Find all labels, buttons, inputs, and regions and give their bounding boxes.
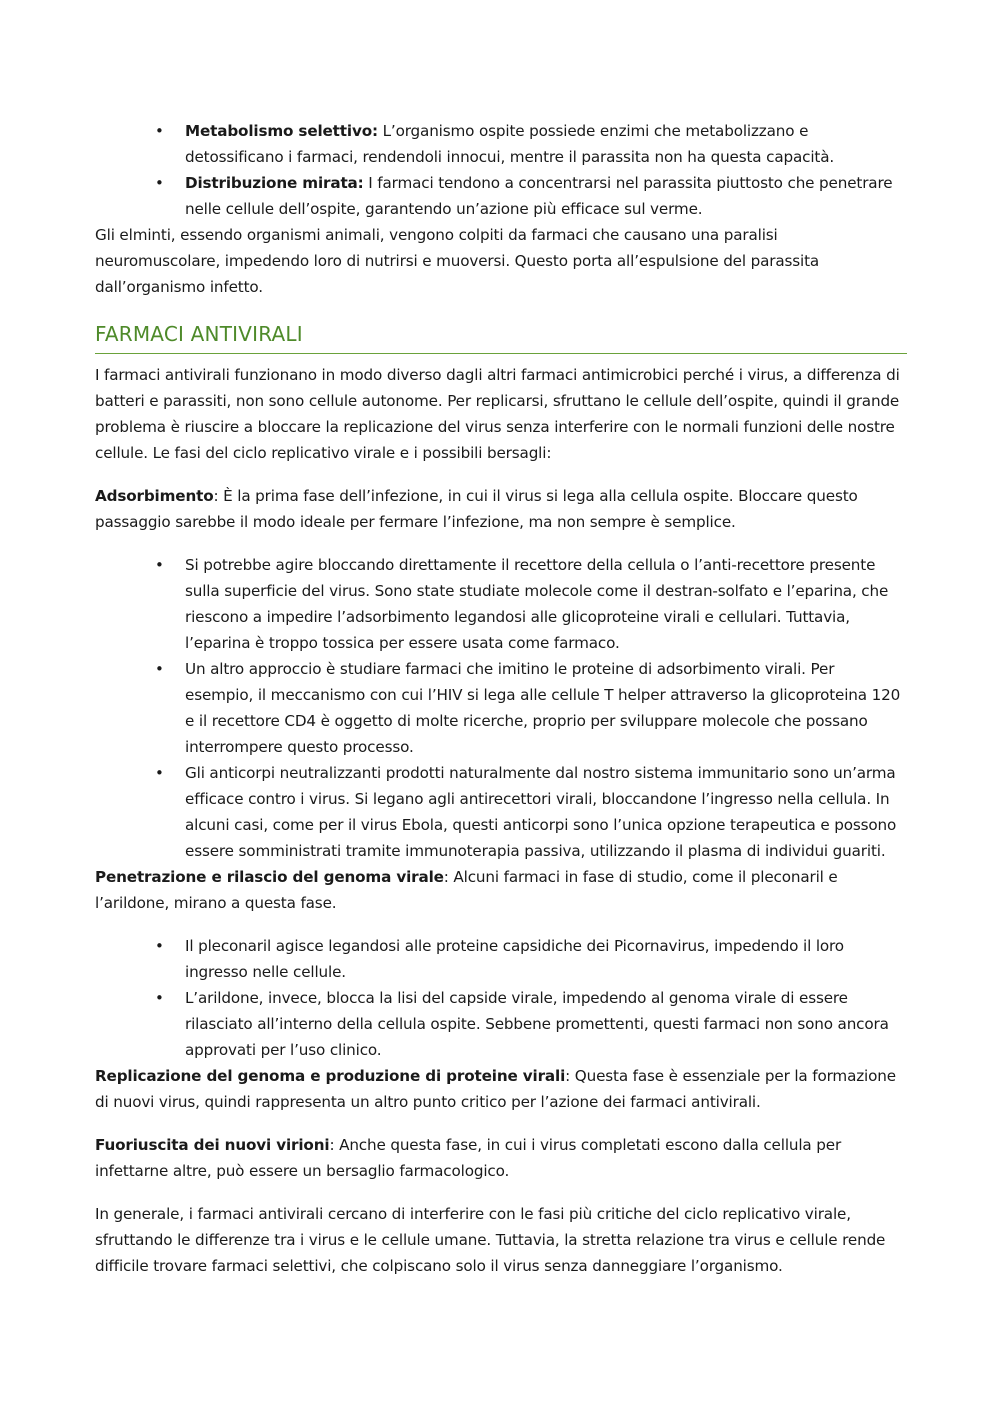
phase-text: : Alcuni farmaci in fase di studio, come il pleconaril e l’arildone, mirano a questa fase.: [95, 868, 838, 912]
penetrazione-bullet-list: [95, 933, 907, 1063]
phase-term: Replicazione del genoma e produzione di proteine virali: [95, 1067, 566, 1085]
section-heading: FARMACI ANTIVIRALI: [95, 320, 907, 354]
document-page: [95, 118, 907, 1279]
list-item: • Si potrebbe agire bloccando direttamente il recettore della cellula o l’anti-recettore presente sulla superficie del virus. Sono state studiate molecole come il destran-solfato e l’eparina, che riescono a impedire l’adsorbimento legandosi alle glicoproteine virali e cellulari. Tuttavia, l’eparina è troppo tossica per essere usata come farmaco.: [95, 552, 907, 656]
phase-term: Penetrazione e rilascio del genoma virale: [95, 868, 444, 886]
bullet-term: Distribuzione mirata:: [185, 174, 364, 192]
list-item: • Gli anticorpi neutralizzanti prodotti naturalmente dal nostro sistema immunitario sono un’arma efficace contro i virus. Si legano agli antirecettori virali, bloccandone l’ingresso nella cellula. In alcuni casi, come per il virus Ebola, questi anticorpi sono l’unica opzione terapeutica e possono essere somministrati tramite immunoterapia passiva, utilizzando il plasma di individui guariti.: [95, 760, 907, 864]
section-intro-paragraph: I farmaci antivirali funzionano in modo diverso dagli altri farmaci antimicrobici perché i virus, a differenza di batteri e parassiti, non sono cellule autonome. Per replicarsi, sfruttano le cellule dell’ospite, quindi il grande problema è riuscire a bloccare la replicazione del virus senza interferire con le normali funzioni delle nostre cellule. Le fasi del ciclo replicativo virale e i possibili bersagli:: [95, 366, 900, 462]
list-item: • Il pleconaril agisce legandosi alle proteine capsidiche dei Picornavirus, impedendo il loro ingresso nelle cellule.: [95, 933, 907, 985]
list-item: • L’arildone, invece, blocca la lisi del capside virale, impedendo al genoma virale di essere rilasciato all’interno della cellula ospite. Sebbene promettenti, questi farmaci non sono ancora approvati per l’uso clinico.: [95, 985, 907, 1063]
bullet-term: Metabolismo selettivo:: [185, 122, 378, 140]
adsorbimento-bullet-list: [95, 552, 907, 864]
elminti-paragraph: Gli elminti, essendo organismi animali, vengono colpiti da farmaci che causano una paralisi neuromuscolare, impedendo loro di nutrirsi e muoversi. Questo porta all’espulsione del parassita dall’organismo infetto.: [95, 226, 820, 296]
phase-term: Fuoriuscita dei nuovi virioni: [95, 1136, 330, 1154]
conclusion-paragraph: In generale, i farmaci antivirali cercano di interferire con le fasi più critiche del ciclo replicativo virale, sfruttando le differenze tra i virus e le cellule umane. Tuttavia, la stretta relazione tra virus e cellule rende difficile trovare farmaci selettivi, che colpiscano solo il virus senza danneggiare l’organismo.: [95, 1205, 886, 1275]
bullet-text: I farmaci tendono a concentrarsi nel parassita piuttosto che penetrare nelle cellule dell’ospite, garantendo un’azione più efficace sul verme.: [185, 174, 893, 218]
adsorbimento-paragraph: [95, 483, 907, 535]
phase-text: : Anche questa fase, in cui i virus completati escono dalla cellula per infettarne altre, può essere un bersaglio farmacologico.: [95, 1136, 842, 1180]
intro-bullet-list: [95, 118, 907, 222]
bullet-text: L’organismo ospite possiede enzimi che metabolizzano e detossificano i farmaci, rendendoli innocui, mentre il parassita non ha questa capacità.: [185, 122, 835, 166]
phase-text: : Questa fase è essenziale per la formazione di nuovi virus, quindi rappresenta un altro punto critico per l’azione dei farmaci antivirali.: [95, 1067, 896, 1111]
fuoriuscita-paragraph: [95, 1132, 907, 1184]
phase-text: : È la prima fase dell’infezione, in cui il virus si lega alla cellula ospite. Bloccare questo passaggio sarebbe il modo ideale per fermare l’infezione, ma non sempre è semplice.: [95, 487, 858, 531]
list-item: [95, 118, 907, 170]
list-item: [95, 170, 907, 222]
replicazione-paragraph: [95, 1063, 907, 1115]
penetrazione-paragraph: [95, 864, 907, 916]
list-item: • Un altro approccio è studiare farmaci che imitino le proteine di adsorbimento virali. Per esempio, il meccanismo con cui l’HIV si lega alle cellule T helper attraverso la glicoproteina 120 e il recettore CD4 è oggetto di molte ricerche, proprio per sviluppare molecole che possano interrompere questo processo.: [95, 656, 907, 760]
phase-term: Adsorbimento: [95, 487, 214, 505]
